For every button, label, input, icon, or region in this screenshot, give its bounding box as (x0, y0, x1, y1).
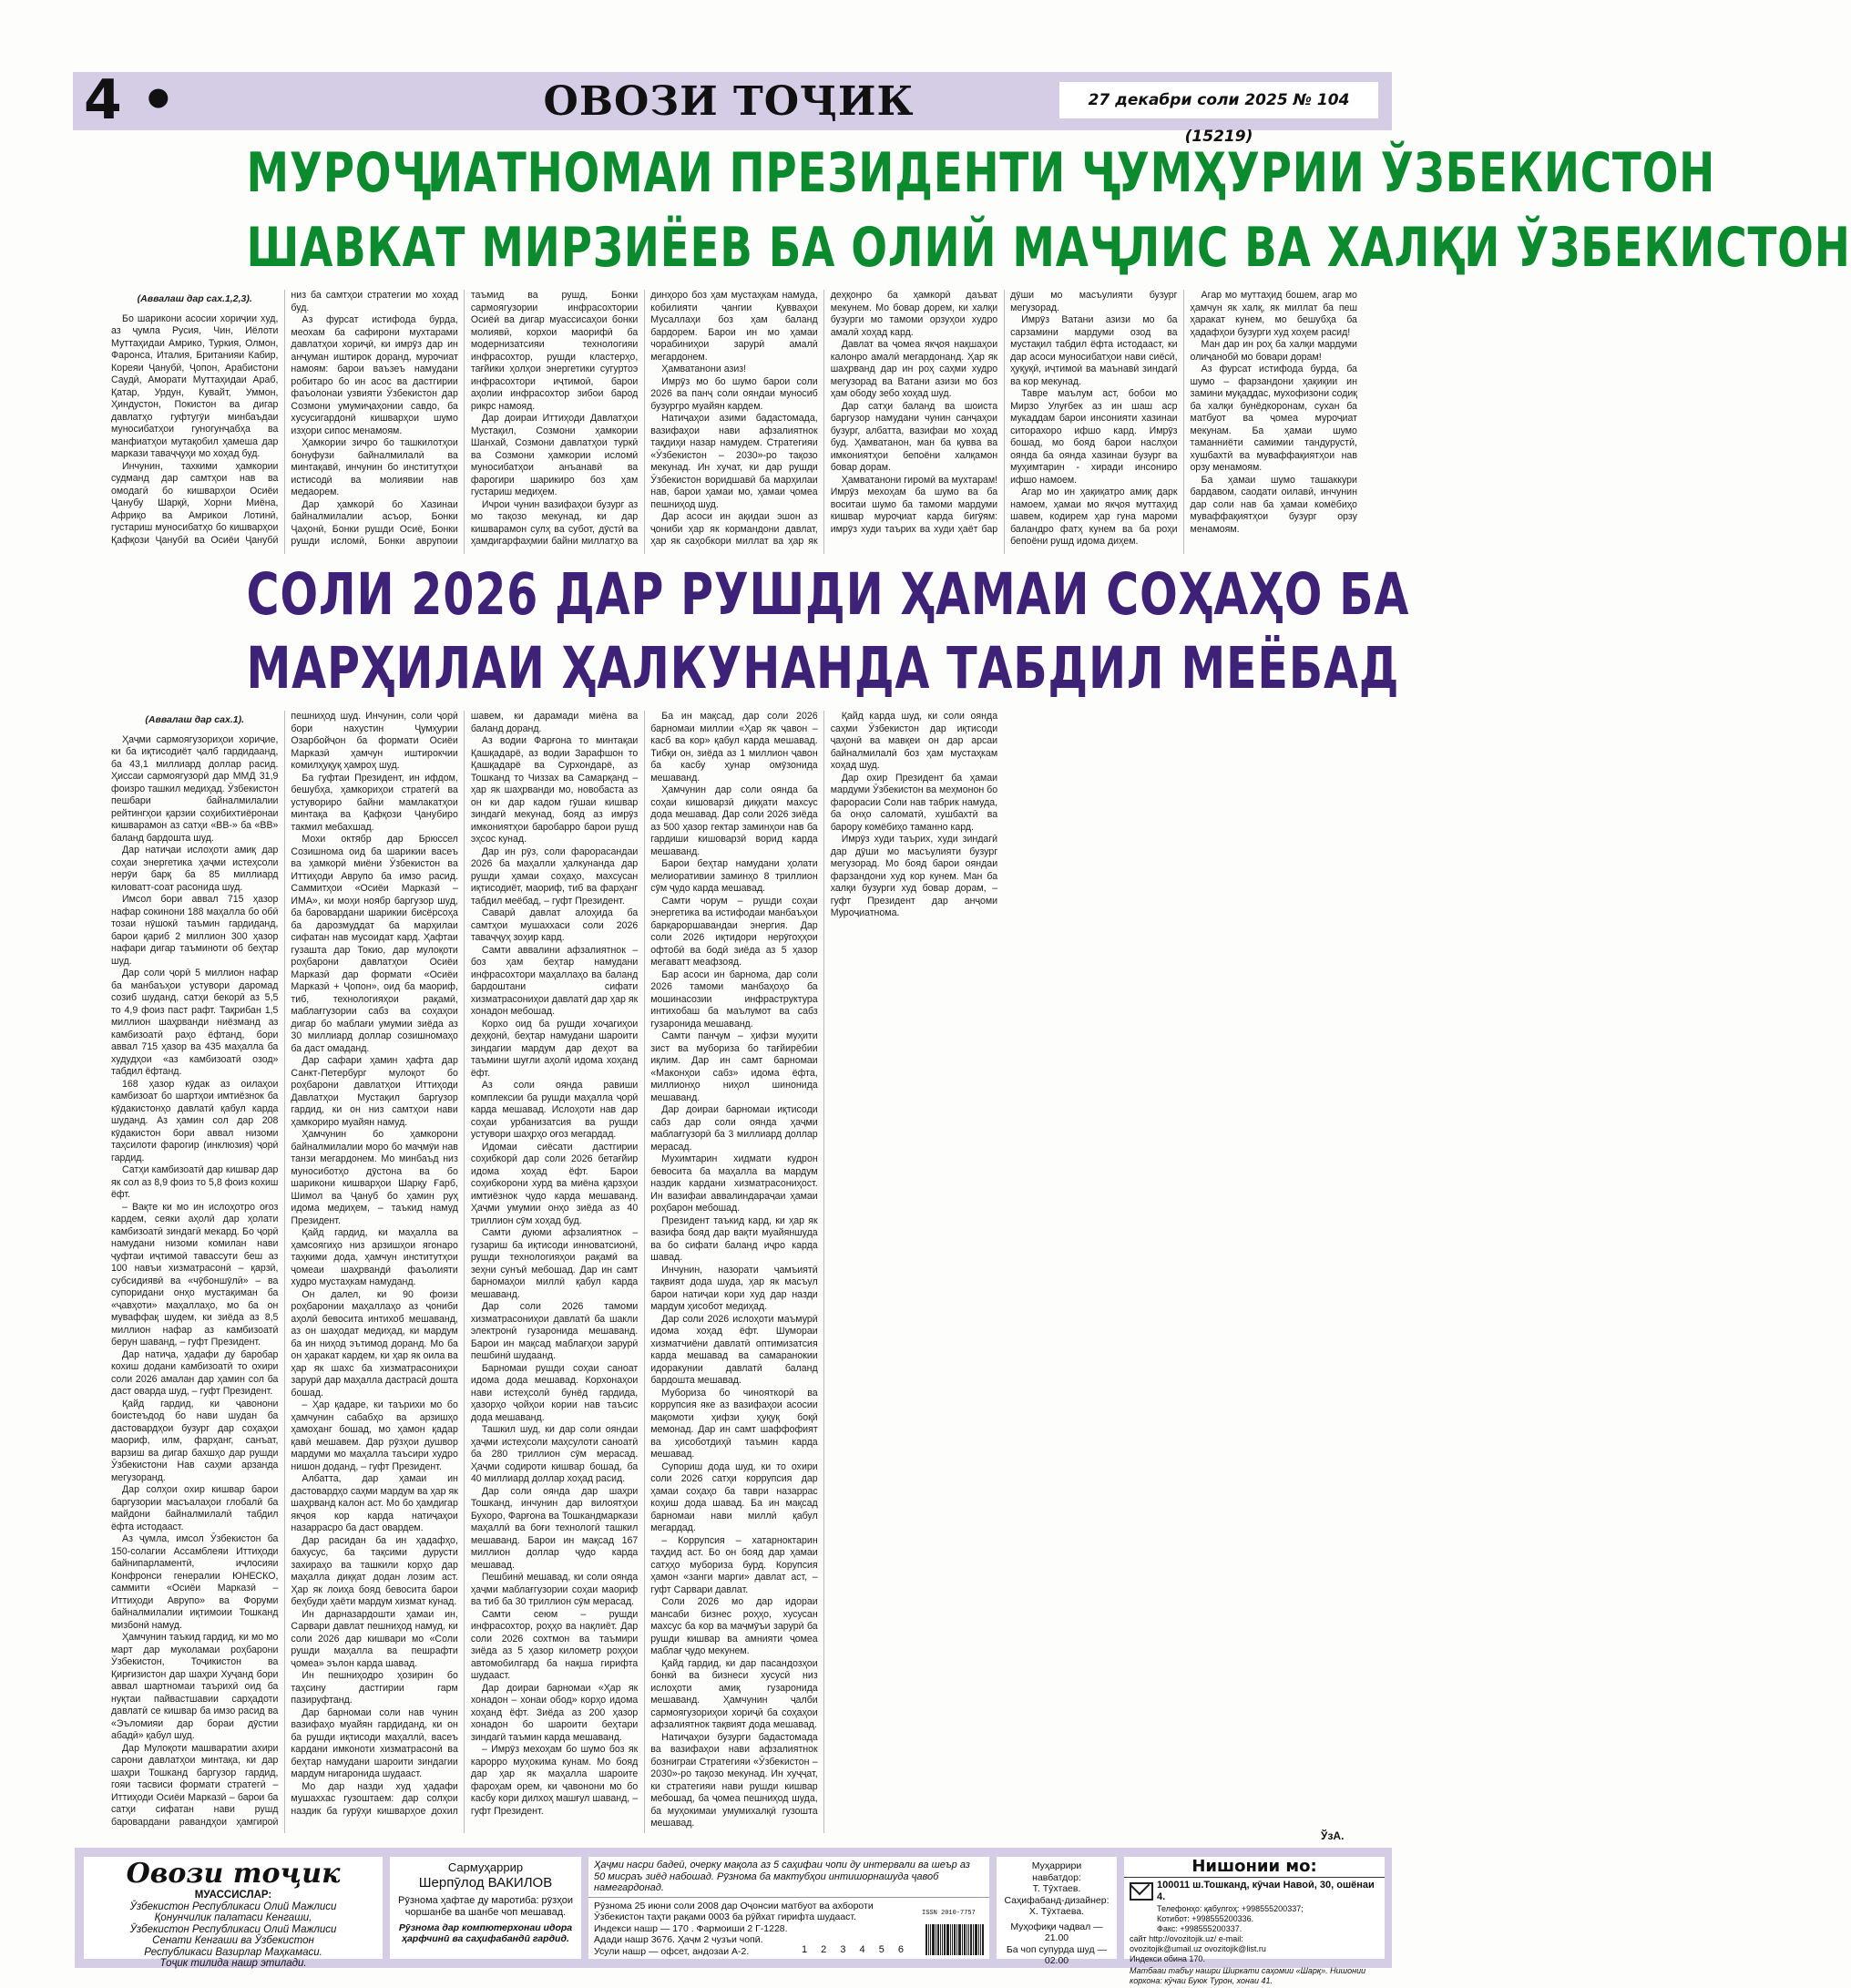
article-paragraph: Самти дуюми афзалиятнок – гузариш ба иқтисоди инноватсионӣ, рушди технологияҳои рақамӣ ва зеҳни сунъӣ мебошад. Дар ин самт барномаҳои миллӣ қабул карда мешаванд. (470, 1227, 639, 1300)
article-paragraph: Дар солҳои охир кишвар барои баргузории масъалаҳои глобалӣ ба майдони байналмилалӣ табдил ёфта истодааст. (111, 1484, 279, 1532)
article2-headline-line1: СОЛИ 2026 ДАР РУШДИ ҲАМАИ СОҲАҲО БА (246, 561, 1410, 628)
contacts-title: Нишонии мо: (1124, 1857, 1385, 1878)
barcode-bar (952, 1924, 953, 1955)
contact-address: 100011 ш.Тошканд, кӯчаи Навоӣ, 30, ошёнаи 4. (1157, 1880, 1375, 1902)
barcode-bar (932, 1924, 935, 1955)
issn-text: ISSN 2010-7757 (922, 1910, 976, 1917)
article-paragraph: Дар соли оянда дар шаҳри Тошканд, инчунин дар вилоятҳои Бухоро, Фарғона ва Тошкандмаркази маҳаллӣ ва боғи технологӣ ташкил мешаванд. Барои ин мақсад 167 миллион доллар ҷудо карда мешавад. (470, 1485, 639, 1571)
article-paragraph: Соли 2026 мо дар идораи мансаби бизнес роҳҳо, хусусан махсус ба кор ва маҷмӯъи зарурӣ ба рушди кишвар ва амнияти ҷомеа маблағ ҷудо мекунем. (650, 1596, 818, 1656)
article-paragraph: Агар мо ин ҳақиқатро амиқ дарк намоем, ҳамаи мо якҷоя муттаҳид шавем, кодирем ҳар гуна мароми баландро фатҳ кунем ва ба роҳи бепоёни рушд идома диҳем. (1010, 487, 1178, 547)
article-paragraph: Аз водии Фарғона то минтақаи Қашқадарё, аз водии Зарафшон то Қашқадарё ва Сурхондарё, аз Тошканд то Чиззах ва Самарқанд – ҳар як шаҳрванди мо, новобаста аз он ки дар кадом гӯшаи кишвар зиндагӣ мекунад, бояд аз имрӯз имкониятҳои баробарро барои рушд эҳсос кунад. (470, 735, 639, 845)
article2-continuation-note: (Аввалаш дар сах.1). (145, 714, 244, 725)
article-paragraph: Аз фурсат истифода бурда, ба шумо – фарзандони ҳақиқии ин замини муқаддас, мухофизони содиқ ба халқи бунёдкоронам, сухан ба матбуот ва ҷомеа муроҷиат мекунам. Ба ҳамаи шумо таманниёти самимии тандурустӣ, хушбахтӣ ва муваффақиятҳои нав орзу менамоям. (1190, 364, 1357, 473)
envelope-icon (1130, 1882, 1153, 1901)
article2-signature: ЎзА. (1321, 1829, 1345, 1842)
article-paragraph: Дар расидан ба ин ҳадафҳо, бахусус, ба тақсими дурусти захираҳо ва ташкили корҳо дар маҳалла диққат додан лозим аст. Ҳар як лоиҳа бояд бевосита барои беҳбуди ҳаёти мардум хизмат кунад. (291, 1534, 458, 1607)
article-paragraph: Мухимтарин хидмати кудрон бевосита ба маҳалла ва мардум наздик кардани хизматрасониҳост. Ин вазифаи аввалиндараҷаи ҳамаи роҳбарон мебошад. (650, 1153, 818, 1214)
barcode-bar (968, 1924, 969, 1955)
barcode-bar (930, 1924, 931, 1955)
article-paragraph: – Имрӯз мехоҳам бо шумо боз як карорро муҳокима кунам. Мо бояд дар ҳар як маҳалла шароите фароҳам орем, ки ҷавонони мо бо касбу кори дилхоҳ машғул шаванд, – гуфт Президент. (470, 1744, 639, 1817)
article-paragraph: Дар натиҷа, ҳадафи ду баробар кохиш додани камбизоатӣ то охири соли 2026 амалан дар ҳамин сол ба даст оварда шуд, – гуфт Президент. (111, 1348, 279, 1397)
article-paragraph: – Вақте ки мо ин ислоҳотро оғоз кардем, сеяки аҳолӣ дар ҳолати камбизоатӣ зиндагӣ мекард. Бо ҷорӣ намудани низоми комилан нави ҷуфтаи иҷтимоӣ тавассути беш аз 100 навъи хизматрасонӣ – қарзӣ, субсидиявӣ ва «чӯбоншӯлӣ» – ва супоридани онҳо мустақиман ба «ҷавҳоти» маҳаллаҳо, мо ба он муваффақ шудем, ки зиёда аз 8,5 миллион нафар аз камбизоатӣ берун шаванд, – гуфт Президент. (111, 1201, 279, 1348)
article-paragraph: Идомаи сиёсати дастгирии соҳибкорӣ дар соли 2026 бетағйир идома хоҳад ёфт. Барои соҳибкорони хурд ва миёна қарзҳои имтиёзнок ҷудо карда мешаванд. Ҳаҷми умумии онҳо зиёда аз 40 триллион сӯм хоҳад буд. (470, 1141, 639, 1226)
article-paragraph: Самти панҷум – ҳифзи муҳити зист ва мубориза бо тағйирёбии иқлим. Дар ин самт барномаи «Маконҳои сабз» идома ёфта, миллионҳо ниҳол шинонида мешаванд. (650, 1030, 818, 1103)
article-paragraph: Ин пешниҳодро ҳозирин бо таҳсину дастгирии гарм пазируфтанд. (291, 1670, 458, 1706)
article-paragraph: Натиҷаҳои азими бадастомада, вазифаҳои нави афзалиятнок тақдиҳи назар намудем. Стратегияи «Ӯзбекистон – 2030»-ро тақозо мекунад. Ин хучат, ки дар рушди Ӯзбекистон воридшавӣ ба марҳилаи нав, барои ҳамаи мо, ҳамаи ҷомеа пешниҳод шуд. (650, 413, 818, 510)
article-paragraph: Мубориза бо чинояткорӣ ва коррупсия яке аз вазифаҳои асосии мақомоти ҳифзи ҳуқуқ боқӣ мемонад. Дар ин самт шаффофият ва ҳисоботдиҳӣ таъмин карда мешавад. (650, 1387, 818, 1460)
editor-role: Сармуҳаррир (447, 1860, 524, 1874)
staff-line: Муҳофиқи чадвал — (1010, 1921, 1103, 1932)
article-paragraph: Натиҷаҳои бузурги бадастомада ва вазифаҳои нави афзалиятнок бозниграи Стратегияи «Ӯзбекистон – 2030»-ро тақозо мекунад. Ин хуҷҷат, ки стратегияи нави рушди кишвар мебошад, ба ҷомеа пешниҳод шуда, ба муҳокимаи умумихалқӣ гузошта мешавад. (650, 1731, 818, 1829)
article-paragraph: Ичрои чунин вазифаҳои бузург аз мо тақозо мекунад, ки дар кишварамон сулҳ ва субот, дӯстӣ ва ҳамдигарфаҳмии байни миллатҳо ва динҳоро боз ҳам мустаҳкам намуда, кобилияти ҷангии Қувваҳои Мусаллаҳи боз ҳам баланд бардорем. Барои ин мо ҳамаи чорабиниҳои зарурӣ амалӣ мегардонем. (470, 290, 818, 547)
article-paragraph: Барои беҳтар намудани ҳолати мелиоративии заминҳо 8 триллион сӯм ҷудо карда мешавад. (650, 858, 818, 894)
staff-line: Т. Тӯхтаев. (1032, 1883, 1081, 1894)
article-paragraph: Имрӯз мо бо шумо барои соли 2026 ва панҷ соли ояндаи муносиб бузургро муайян кардем. (650, 375, 818, 412)
article-paragraph: Имрӯз Ватани азизи мо ба сарзамини мардуми озод ва мустақил табдил ёфта истодааст, ки дар асоси муносибатҳои нави сиёсӣ, ҳуқуқӣ, иҷтимоӣ ва маънавӣ зиндагӣ ва кор мекунад. (1010, 314, 1178, 387)
article-paragraph: Имсол бори аввал 715 ҳазор нафар сокинони 188 маҳалла бо обӣ тозаи нӯшокӣ таъмин гардиданд, барои қариб 2 миллион 300 ҳазор нафари дигар таъминоти об беҳтар шуд. (111, 894, 279, 967)
article-paragraph: Дар барномаи соли нав чунин вазифаҳо муайян гардиданд, ки он ба рушди иқтисоди маҳаллӣ, васеъ кардани имконоти хизматрасонӣ ва беҳтар намудани шароити зиндагии мардум нигаронида шудааст. (291, 1706, 458, 1779)
article-paragraph: Ҳамчунин бо ҳамкорони байналмилалии моро бо маҷмӯи нав танзи мегардонем. Мо минбаъд низ муносиботҳо дӯстона ва бо шарикони кишварҳои Шарқу Ғарб, Шимол ва Ҷануб бо ҳамин руҳ идома медиҳем, – таъкид намуд Президент. (291, 1129, 458, 1226)
article-paragraph: Дар доираи барномаи иқтисоди сабз дар соли оянда ҳаҷми маблағгузорӣ ба 3 миллиард доллар мерасад. (650, 1104, 818, 1153)
article-paragraph: Дар соли 2026 ислоҳоти маъмурӣ идома хоҳад ёфт. Шумораи хизматчиёни давлатӣ оптимизатсия карда мешавад ва самаранокии идоракунии давлатӣ баланд бардошта мешавад. (650, 1313, 818, 1386)
article-paragraph: Дар доираи барномаи «Ҳар як хонадон – хонаи обод» корҳо идома хоҳанд ёфт. Зиёда аз 200 ҳазор хонадон бо шароити беҳтари зиндагӣ таъмин карда мешаванд. (470, 1682, 639, 1743)
article2-body (111, 711, 1357, 1833)
article-paragraph: Давлат ва ҷомеа якҷоя нақшаҳои калонро амалӣ мегардонанд. Ҳар як шаҳрванд дар ин роҳ саҳми худро мегузорад ва Ватани азизи мо боз ҳам ободу зебо хоҳад шуд. (830, 339, 998, 399)
article-paragraph: Супориш дода шуд, ки то охири соли 2026 сатҳи коррупсия дар ҳамаи соҳаҳо ба таври назаррас коҳиш дода шавад. Ба ин мақсад барномаи нави миллӣ қабул мегардад. (650, 1460, 818, 1533)
barcode-bar (966, 1924, 967, 1955)
article-paragraph: Дар натиҷаи ислоҳоти амиқ дар соҳаи энергетика ҳаҷми истеҳсоли нерӯи барқ ба 85 миллиард киловатт-соат расонида шуд. (111, 845, 279, 893)
article-paragraph: Қайд гардид, ки дар пасандозҳои бонкӣ ва бизнеси хусусӣ низ ислоҳоти амиқ гузаронида мешаванд. Ҳамчунин ҷалби сармоягузориҳои хориҷӣ ба соҳаҳои афзалиятнок тақвият дода мешавад. (650, 1657, 818, 1730)
article-paragraph: Самти сеюм – рушди инфрасохтор, роҳҳо ва нақлиёт. Дар соли 2026 сохтмон ва таъмири зиёда аз 5 ҳазор километр роҳҳои автомобилгард ба нақша гирифта шудааст. (470, 1608, 639, 1681)
barcode-bar (978, 1924, 979, 1955)
article-paragraph: Ҳамватанони азиз! (661, 364, 747, 374)
registration-info: Рӯзнома 25 июни соли 2008 дар Оҷонсии матбуот ва ахбороти Ӯзбекистон таҳти рақами 0003 ба рӯйхат гирифта шудааст. Индекси нашр — 170 . Фармоиши 2 Г-1228. Адади нашр 3676. Ҳаҷм 2 чузъи чопӣ. Усули нашр — офсет, андозаи А-2. (594, 1900, 874, 1957)
article-paragraph: Албатта, дар ҳамаи ин дастовардҳо саҳми мардум ва ҳар як шаҳрванд калон аст. Мо бо ҳамдигар якҷоя кор карда натиҷаҳои назаррасро ба даст овардем. (291, 1473, 458, 1533)
article2-headline-line2: МАРҲИЛАИ ҲАЛКУНАНДА ТАБДИЛ МЕЁБАД (246, 635, 1400, 702)
barcode-bar (958, 1924, 961, 1955)
article1-body (111, 290, 1357, 554)
article1-headline-line2: ШАВКАТ МИРЗИЁЕВ БА ОЛИЙ МАҶЛИС ВА ХАЛҚИ ЎЗБЕКИСТОН (246, 216, 1851, 280)
article-paragraph: Барномаи рушди соҳаи саноат идома дода мешавад. Корхонаҳои нави истеҳсолӣ бунёд гардида, ҳазорҳо ҷойҳои кории нав таъсис дода мешаванд. (470, 1362, 639, 1423)
staff-line: Саҳифабанд-дизайнер: (1004, 1894, 1110, 1906)
article-paragraph: Корхо оид ба рушди хоҷагиҳои деҳқонӣ, беҳтар намудани шароити зиндагии мардум дар деҳот ва таъмини шуғли аҳолӣ идома хоҳанд ёфт. (470, 1018, 639, 1079)
barcode-bar (940, 1924, 941, 1955)
barcode-bar (962, 1924, 963, 1955)
staff-box (997, 1857, 1117, 1966)
article-paragraph: Бар асоси ин барнома, дар соли 2026 тамоми манбаҳоҳо ба мошинасозии инфраструктура интихобаш ба маълумот ва сабз гузаронида мешаванд. (650, 968, 818, 1030)
barcode-bar (950, 1924, 951, 1955)
contact-line: сайт http://ovozitojik.uz/ e-mail: (1130, 1934, 1243, 1943)
article1-headline-line1: МУРОҶИАТНОМАИ ПРЕЗИДЕНТИ ҶУМҲУРИИ ЎЗБЕКИСТОН (246, 141, 1716, 205)
barcode-bar (964, 1924, 966, 1955)
barcode-bar (982, 1924, 984, 1955)
article-paragraph: Он далел, ки 90 фоизи роҳбаронии маҳаллаҳо аз ҷониби аҳолӣ бевосита интихоб мешаванд, аз он шаҳодат медиҳад, ки мардум ба ин ниҳод эътимод доранд. Мо ба он ҳаракат кардем, ки ҳар як оила ва ҳар як шахс ба хизматрасониҳои зарурӣ дар маҳалла дастрасӣ дошта бошад. (291, 1288, 458, 1399)
barcode-bar (970, 1924, 972, 1955)
founders-title: МУАССИСЛАР: (194, 1890, 272, 1901)
barcode-bar (926, 1924, 927, 1955)
article-paragraph: Дар охир Президент ба ҳамаи мардуми Ӯзбекистон ва меҳмонон бо фарорасии Соли нав табрик намуда, ба онҳо саломатӣ, хушбахтӣ ва барору комёбиҳо таманно кард. (830, 772, 998, 833)
contact-line: Факс: +998555200337. (1157, 1924, 1243, 1933)
article-paragraph: Дар асоси ин ақидаи эшон аз ҷониби ҳар як кормандони давлат, ҳар як саҳобкори миллат ва ҳар як деҳқонро ба ҳамкорӣ даъват мекунем. Мо бовар дорем, ки халқи бузурги мо тамоми орзуҳои худро амалӣ хоҳад кард. (650, 290, 998, 547)
article-paragraph: Самти чорум – рушди соҳаи энергетика ва истифодаи манбаъҳои барқароршавандаи энергия. Дар соли 2026 иқтидори нерӯгоҳҳои офтобӣ ва бодӣ зиёда аз 5 ҳазор мегаватт меафзояд. (650, 895, 818, 968)
article-paragraph: Сатҳи камбизоатӣ дар кишвар дар як сол аз 8,9 фоиз то 5,8 фоиз кохиш ёфт. (111, 1164, 279, 1200)
issue-digits: 1 2 3 4 5 6 (802, 1944, 909, 1955)
barcode-bar (928, 1924, 929, 1955)
staff-line: 02.00 (1044, 1955, 1069, 1966)
article-paragraph: Тавре маълум аст, бобои мо Мирзо Улуғбек аз ин шаш аср мукаддам барои инсонияти хазинаи ситорахоро ифшо кард. Имрӯз бошад, мо бояд барои наслҳои оянда ба оянда хазинаи бузург ва муҳимтарин - хиради инсониро ифшо намоем. (1010, 388, 1178, 486)
footer-logo: Овози тоҷик (126, 1858, 341, 1890)
staff-line: навбатдор: (1032, 1871, 1081, 1883)
article-paragraph: Мохи октябр дар Брюссел Созишнома оид ба шарикии васеъ ва ҳамкорӣ миёни Ӯзбекистон ва Иттиҳоди Аврупо ба имзо расид. Саммитҳои «Осиёи Марказӣ – ИМА», ки моҳи ноябр баргузор шуд, ба баровардани шарикии бисёрсоҳа ба дарозмуддат ба марҳилаи сифатан нав мусоидат кард. Ҳафтаи гузашта дар Токио, дар мулоқоти роҳбарони давлатҳои Осиёи Марказӣ дар формати «Осиёи Марказӣ + Ҷопон», оид ба маориф, тиб, технологияҳои рақамӣ, маблағгузории сабз ва соҳаҳои дигар бо маблағи умумии зиёда аз 30 миллиард доллар созишномаҳо ба даст омаданд. (291, 834, 458, 1054)
article-paragraph: Ҳаҷми сармоягузориҳои хориҷие, ки ба иқтисодиёт ҷалб гардидаанд, ба 43,1 миллиард доллар расид. Ҳиссаи сармоягузорӣ дар ММД 31,9 фоизро ташкил медиҳад. Ӯзбекистон пешбари байналмилалии рейтингҳои қарзии соҳибихтиёронаи кишварамон аз сатҳи «ВВ-» ба «ВВ» баланд бардошта шуд. (111, 733, 279, 844)
barcode-bar (973, 1924, 974, 1955)
article-paragraph: Ба ин мақсад, дар соли 2026 барномаи миллии «Ҳар як ҷавон – касб ва кор» қабул карда мешавад. Тибқи он, зиёда аз 1 миллион ҷавон ба касбу ҳунар омӯзонида мешаванд. (650, 711, 818, 784)
article-paragraph: Пешбинӣ мешавад, ки соли оянда ҳаҷми маблағгузории соҳаи маориф ва тиб ба 30 триллион сӯм мерасад. (470, 1572, 639, 1607)
article-paragraph: Ин дарназардошти ҳамаи ин, Сарвари давлат пешниҳод намуд, ки соли 2026 дар кишвари мо «Соли рушди маҳалла ва пешрафти ҷомеа» эълон карда шавад. (291, 1608, 458, 1669)
barcode-bar (954, 1924, 956, 1955)
article-paragraph: Имрӯз худи таърих, худи зиндагӣ дар дӯши мо масъулияти бузург мегузорад. Мо бояд барои ояндаи фарзандони худ кор кунем. Ман ба халқи бузурги худ бовар дорам, – гуфт Президент дар анҷоми Муроҷиатнома. (830, 834, 998, 918)
staff-line: Ба чоп супурда шуд — (1006, 1943, 1108, 1955)
article-paragraph: – Ҳар қадаре, ки таърихи мо бо ҳамчунин сабабҳо ва арзишҳо ҳамоҳанг бошад, мо ҳамон қадар қавӣ мешавем. Дар рӯзҳои душвор мардуми мо маҳалла таъсири худро нишон доданд, – гуфт Президент. (291, 1399, 458, 1472)
article-paragraph: Дар ҳамкорӣ бо Хазинаи байналмилалии асъор, Бонки Ҷаҳонӣ, Бонки рушди Осиё, Бонки рушди исломӣ, Бонки аврупоии таъмид ва рушд, Бонки сармоягузории инфрасохтории Осиёӣ ва дигар муассисаҳои бонки молиявӣ, корхои маорифӣ ба модернизатсияи технологияи инфрасохтор, рушди кластерҳо, тағйики ҳолҳои энергетики сугуртоэ инфрасохтори иҷтимоӣ, барои аҳолии инфрасохтор зибои барод рикрс намояд. (291, 290, 639, 547)
article-paragraph: Ҳамчунин дар соли оянда ба соҳаи кишоварзӣ диққати махсус дода мешавад. Дар соли 2026 зиёда аз 500 ҳазор гектар заминҳои нав ба гардиши кишоварзӣ ворид карда мешаванд. (650, 784, 818, 857)
article-paragraph: Ман дар ин роҳ ба халқи мардуми олиҷанобӣ мо бовари дорам! (1190, 339, 1357, 363)
article-paragraph: Қайд гардид, ки ҷавонони боистеъдод бо нави шудан ба дастовардҳои бузург дар соҳаҳои маориф, илм, фарҳанг, санъат, варзиш ва дигар бахшҳо дар рушди Ӯзбекистони Нав саҳми арзанда мегузоранд. (111, 1398, 279, 1483)
founder-line: Ӯзбекистон Республикаси Олий Мажлиси (129, 1901, 337, 1912)
contact-line: ovozitojik@umail.uz ovozitojik@list.ru (1130, 1944, 1266, 1953)
contact-line: Телефонҳо: қабулгоҳ: +998555200337; (1157, 1904, 1304, 1913)
article-paragraph: Ташкил шуд, ки дар соли ояндаи ҳаҷми истеҳсоли маҳсулоти саноатӣ ба 280 триллион сӯм мерасад. Ҳаҷми содироти кишвар бошад, ба 40 миллиард доллар хоҳад расид. (470, 1424, 639, 1484)
article-paragraph: Саварӣ давлат алоҳида ба самтҳои мушаххаси соли 2026 таваҷҷуҳ зоҳир кард. (470, 907, 639, 943)
article-paragraph: Ба гуфтаи Президент, ин ифдом, бешубҳа, ҳамкориҳои стратегӣ ва устувориро байни мамлакатҳои минтақа ва Қафқози Ҷанубиро такмил мебахшад. (291, 772, 458, 833)
article-paragraph: Президент таъкид кард, ки ҳар як вазифа бояд дар вақти муайяншуда ва бо сифати баланд иҷро карда шавад. (650, 1214, 818, 1263)
article-paragraph: Дар доираи Иттиҳоди Давлатҳои Мустақил, Созмони ҳамкории Шанхай, Созмони давлатҳои туркӣ ва Созмони ҳамкории исломӣ муносибатҳои анъанавӣ ва фарогири шарикиро боз ҳам густариш медиҳем. (470, 413, 639, 497)
founders-box (84, 1857, 383, 1969)
design-note: Рӯзнома дар компютерхонаи идора ҳарфчинӣ ва саҳифабандӣ гардид. (398, 1922, 573, 1944)
barcode-bar (942, 1924, 943, 1955)
article-paragraph: Ҳамватанони гиромӣ ва мухтарам! Имрӯз мехоҳам ба шумо ва ба воситаи шумо ба тамоми мардуми кишвар муроҷиат карда бигӯям: имрӯз худи таърих ва худи ҳаёт бар дӯши мо масъулияти бузург мегузорад. (830, 290, 1178, 535)
editor-name: Шерпӯлод ВАКИЛОВ (418, 1875, 553, 1891)
contact-line: Котибот: +998555200336. (1157, 1914, 1254, 1923)
issue-dateline: 27 декабри соли 2025 № 104 (15219) (1059, 82, 1378, 118)
printer-info: Матбааи табъу нашри Ширкати саҳомии «Шарқ». Нишонии корхона: кӯчаи Буюк Турон, хонаи 41. (1130, 1966, 1366, 1985)
article-paragraph: Аз фурсат истифода бурда, меохам ба сафирони мухтарами давлатҳои хориҷӣ, ки имрӯз дар ин анҷуман иштирок доранд, мурочиат намоям: барои ваъзеъ намудани робитаро бо ин асос ва дастгирии фаъолонаи узвияти Ӯзбекистон дар Созмони умумиҷаҳонии савдо, ба хусусигардонӣ кишварҳои шумо изҳори сипос менамоям. (291, 314, 458, 436)
article-paragraph: 168 ҳазор кӯдак аз оилаҳои камбизоат бо шартҳои имтиёзнок ба кӯдакистонҳо давлатӣ қабул карда шуданд. Аз ҳамин сол дар 208 кӯдакистон бори аввал низоми таҳсилоти фарогир (инклюзия) ҷорӣ гардид. (111, 1078, 279, 1163)
article-paragraph: Инчунин, тахкими ҳамкории судманд дар самтҳои нав ва омодагӣ бо кишварҳои Осиёи Ҷанубу Шарқӣ, Хорни Миёна, Африқо ва Амрикои Лотинӣ, густариш муносибатҳо бо кишварҳои Қафқози Ҷанубӣ ва Осиёи Ҷанубӣ низ ба самтҳои стратегии мо хоҳад буд. (111, 290, 458, 546)
barcode-bar (946, 1924, 949, 1955)
article-paragraph: Инчунин, назорати ҷамъиятӣ тақвият дода шуда, ҳар як масъул барои натиҷаи кори худ дар назди мардум ҳисобот медиҳад. (650, 1264, 818, 1312)
article-paragraph: Самти аввалини афзалиятнок – боз ҳам беҳтар намудани инфрасохтори маҳаллаҳо ва баланд бардоштани сифати хизматрасониҳои давлатӣ дар ҳар як хонадон мебошад. (470, 944, 639, 1017)
article-paragraph: Агар мо муттаҳид бошем, агар мо ҳамчун як халқ, як миллат ба пеш ҳаракат кунем, мо бешубҳа ба ҳадафҳои бузурги худ хоҳем расид! (1190, 290, 1357, 338)
article-paragraph: Ҳамчунин таъкид гардид, ки мо мо март дар муколамаи роҳбарони Ӯзбекистон, Тоҷикистон ва Қирғизистон дар шаҳри Хуҷанд бори аввал шартномаи таърихӣ оид ба нуқтаи пайвастшавии сарҳадоти давлатӣ се кишвар ба имзо расид ва «Эъломияи дар бораи дӯстии абадӣ» қабул шуд. (111, 1632, 279, 1741)
staff-line: Х. Тӯхтаева. (1028, 1906, 1085, 1917)
article-paragraph: Ҳамкории зичро бо ташкилотҳои бонуфузи байналмилалӣ ва минтақавӣ, инчунин бо институтҳои истисодӣ ва молиявии нав медаорем. (291, 437, 458, 497)
article-paragraph: Дар сатҳи баланд ва шоиста баргузор намудани чунин санҷаҳои бузург, албатта, вазифаи мо хоҳад буд. Ҳамватанон, ман ба қувва ва имкониятҳои бепоёни халқамон бовар дорам. (830, 400, 998, 473)
article-paragraph: Аз соли оянда равиши комплексии ба рушди маҳалла ҷорӣ карда мешавад. Ислоҳоти нав дар соҳаи урбанизатсия ва рушди устувори шаҳрҳо оғоз мегардад. (470, 1080, 639, 1140)
article-paragraph: Дар соли ҷорӣ 5 миллион нафар ба манбаъҳои устувори даромад созиб шуданд, сатҳи бекорӣ аз 5,5 то 4,9 фоиз паст рафт. Тақрибан 1,5 миллион шаҳрванди ниёзманд аз камбизоатӣ раҳо ёфтанд, бори аввал 715 ҳазор ва 435 маҳалла ба худудҳои «аз камбизоатӣ озод» табдил ёфтанд. (111, 968, 279, 1077)
submission-notice: Ҳаҷми насри бадеӣ, очерку мақола аз 5 саҳифаи чопи ду интервали ва шеър аз 50 мисраъ зиёд набошад. Рӯзнома ба мактубҳои интишорнашуда ҷавоб намегардонад. (588, 1857, 989, 1898)
barcode-icon (926, 1915, 984, 1955)
editor-box (390, 1857, 581, 1959)
staff-line: Муҳаррири (1031, 1860, 1082, 1871)
article-paragraph: Дар соли 2026 тамоми хизматрасониҳои давлатӣ ба шакли электронӣ гузаронида мешаванд. Барои ин мақсад маблағҳои зарурӣ пешбинӣ шудаанд. (470, 1301, 639, 1361)
barcode-bar (956, 1924, 957, 1955)
founder-line: Қонунчилик палатаси Кенгаши, (154, 1912, 312, 1923)
article-paragraph: Дар Мулоқоти машваратии ахири сарони давлатҳои минтақа, ки дар шаҳри Тошканд баргузор гардид, гояи тасвиси формати стратегӣ – Иттиҳоди Осиёи Марказӣ – барои ба сатҳи сифатан нави рушд баровардани равандҳои ҳамгироӣ пешниҳод шуд. Инчунин, соли ҷорӣ бори нахустин Ҷумҳурии Озарбойҷон ба формати Осиёи Марказӣ ҳамчун иштирокчии комилҳуқуқ ҳамроҳ шуд. (111, 711, 458, 1828)
article-paragraph: Дар ин рӯз, соли фарорасандаи 2026 ба маҳалли ҳалкунанда дар рушди ҳамаи соҳаҳо, махсусан иқтисодиёт, маориф, тиб ва фарҳанг табдил меёбад, – гуфт Президент. (470, 845, 639, 907)
founder-line: Республикаси Вазирлар Маҳкамаси. (144, 1946, 322, 1958)
staff-line: 21.00 (1044, 1932, 1069, 1943)
article-paragraph: Ба ҳамаи шумо ташаккури бардавом, саодати оилавӣ, инчунин дар соли нав ба ҳамаи комёбиҳо муваффақиятҳои бузург орзу менамоям. (1190, 474, 1357, 535)
barcode-bar (980, 1924, 981, 1955)
contact-line: Индекси обина 170. (1130, 1954, 1205, 1963)
article-paragraph: Дар сафари ҳамин ҳафта дар Санкт-Петербург мулоқот бо роҳбарони давлатҳои Иттиҳоди Давлатҳои Мустақил баргузор гардид, ки он низ самтҳои нави ҳамкориро муайян намуд. (291, 1055, 458, 1128)
contacts-box (1124, 1857, 1385, 1985)
founder-line: Сенати Кенгаши ва Ӯзбекистон (152, 1935, 314, 1946)
article-paragraph: – Коррупсия – хатарноктарин таҳдид аст. Бо он бояд дар ҳамаи сатҳҳо мубориза бурд. Корупсия ҳамон «занги марги» давлат аст, – гуфт Сарвари давлат. (650, 1534, 818, 1595)
founder-line: Тоҷик тилида нашр этилади. (159, 1958, 307, 1969)
article-paragraph: Бо шарикони асосии хориҷии худ, аз ҷумла Русия, Чин, Иёлоти Муттаҳидаи Амрико, Туркия, Олмон, Фаронса, Италия, Британияи Кабир, Кореяи Ҷанубӣ, Ҷопон, Арабистони Саудӣ, Аморати Муттаҳидаи Араб, Қатар, Урдун, Кувайт, Уммон, Ҳиндустон, Покистон ва дигар давлатҳо гуфтугӯи минбаъдаи муносибатҳои гуногунҷабҳа ва манфиатҳои мутақобил ҳамеша дар маркази таваҷҷуҳи мо хоҳад буд. (111, 313, 279, 459)
barcode-bar (975, 1924, 977, 1955)
founder-line: Ӯзбекистон Республикаси Олий Мажлиси (129, 1923, 337, 1935)
page-number: 4 • (84, 68, 176, 132)
article-paragraph: Қайд карда шуд, ки соли оянда саҳми Ӯзбекистон дар иқтисоди ҷаҳонӣ ва мавқеи он дар арсаи байналмилалӣ боз ҳам мустаҳкам хоҳад шуд. (830, 711, 998, 771)
newspaper-logo: ОВОЗИ ТОҶИК (543, 78, 915, 125)
publication-schedule: Рӯзнома ҳафтае ду маротиба: рӯзҳои чоршанбе ва шанбе чоп мешавад. (398, 1895, 573, 1918)
barcode-bar (944, 1924, 946, 1955)
barcode-bar (937, 1924, 939, 1955)
article1-continuation-note: (Аввалаш дар сах.1,2,3). (137, 293, 252, 304)
article-paragraph: Аз ҷумла, имсол Ӯзбекистон ба 150-солагии Ассамблеяи Иттиҳоди байнипарламентӣ, иҷлосияи Конфронси генералии ЮНЕСКО, саммити «Осиёи Марказӣ – Иттиҳоди Аврупо» ва Форуми байналмилалии иқтимоии Тошканд мизбонӣ намуд. (111, 1533, 279, 1631)
article-paragraph: Қайд гардид, ки маҳалла ва ҳамсоягиҳо низ арзишҳои ягонаро таҳкими дода, ҳамчун институтҳои ҷомеаи шаҳрвандӣ фаъолияти худро мустаҳкам намуданд. (291, 1227, 458, 1287)
article-paragraph: Мо дар назди худ ҳадафи мушаххас гузоштаем: дар солҳои наздик ба гурӯҳи кишварҳое дохил шавем, ки дарамади миёна ва баланд доранд. (291, 711, 639, 1817)
